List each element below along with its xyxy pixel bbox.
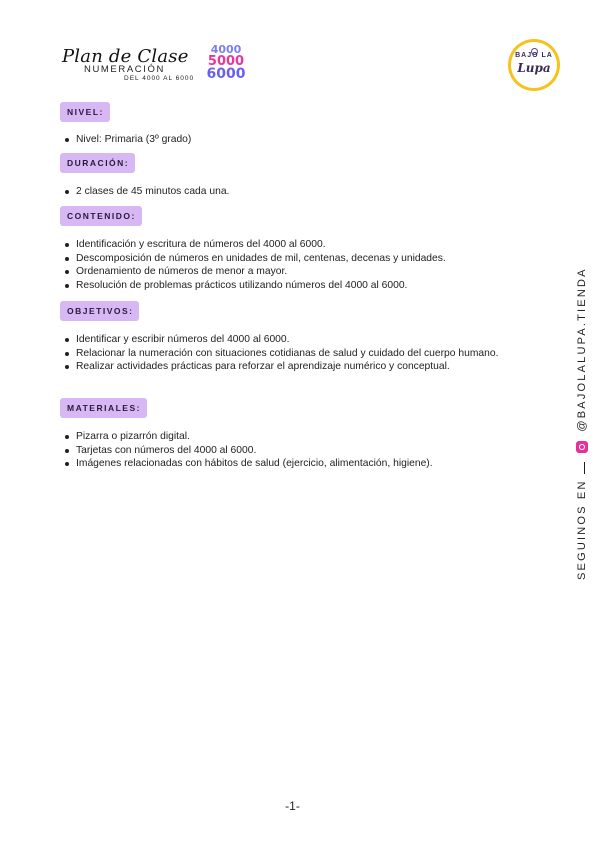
plan-subtitle: NUMERACIÓN xyxy=(84,64,165,75)
section-list xyxy=(60,430,433,471)
list-item: Ordenamiento de números de menor a mayor. xyxy=(60,265,446,279)
number-6000: 6000 xyxy=(206,66,246,82)
list-item: Imágenes relacionadas con hábitos de salud (ejercicio, alimentación, higiene). xyxy=(60,457,433,471)
section-contenido xyxy=(60,206,446,292)
list-item: Relacionar la numeración con situaciones cotidianas de salud y cuidado del cuerpo humano. xyxy=(60,347,525,361)
section-tag: MATERIALES: xyxy=(60,398,147,418)
section-list xyxy=(60,238,446,292)
follow-label: SEGUINOS EN xyxy=(576,479,588,580)
section-duracion xyxy=(60,153,229,199)
page-number: -1- xyxy=(285,799,300,813)
section-materiales xyxy=(60,398,433,471)
list-item: Descomposición de números en unidades de mil, centenas, decenas y unidades. xyxy=(60,252,446,266)
section-tag: CONTENIDO: xyxy=(60,206,142,226)
list-item: Realizar actividades prácticas para reforzar el aprendizaje numérico y conceptual. xyxy=(60,360,525,374)
brand-logo xyxy=(508,39,560,91)
logo-top-text: BAJO LA xyxy=(515,52,553,59)
divider xyxy=(584,462,585,474)
section-nivel xyxy=(60,102,191,147)
section-tag: NIVEL: xyxy=(60,102,110,122)
instagram-icon[interactable] xyxy=(576,441,588,453)
social-handle[interactable]: @BAJOLALUPA.TIENDA xyxy=(576,267,588,432)
logo-bottom-text: Lupa xyxy=(517,61,551,75)
social-sidebar xyxy=(568,267,598,590)
section-list xyxy=(60,185,229,199)
list-item: Pizarra o pizarrón digital. xyxy=(60,430,433,444)
list-item: Resolución de problemas prácticos utilizando números del 4000 al 6000. xyxy=(60,279,446,293)
number-5000: 5000 xyxy=(207,54,245,69)
list-item: Tarjetas con números del 4000 al 6000. xyxy=(60,444,433,458)
section-tag: OBJETIVOS: xyxy=(60,301,139,321)
plan-range: DEL 4000 AL 6000 xyxy=(124,75,195,82)
section-list xyxy=(60,333,525,374)
list-item: Nivel: Primaria (3º grado) xyxy=(60,133,191,147)
list-item: Identificación y escritura de números del 4000 al 6000. xyxy=(60,238,446,252)
number-4000: 4000 xyxy=(210,43,242,56)
plan-title: Plan de Clase xyxy=(62,46,189,67)
section-tag: DURACIÓN: xyxy=(60,153,135,173)
list-item: Identificar y escribir números del 4000 al 6000. xyxy=(60,333,525,347)
social-text xyxy=(576,267,588,580)
numbers-graphic xyxy=(204,44,248,84)
list-item: 2 clases de 45 minutos cada una. xyxy=(60,185,229,199)
section-objetivos xyxy=(60,301,525,374)
section-list xyxy=(60,133,191,147)
